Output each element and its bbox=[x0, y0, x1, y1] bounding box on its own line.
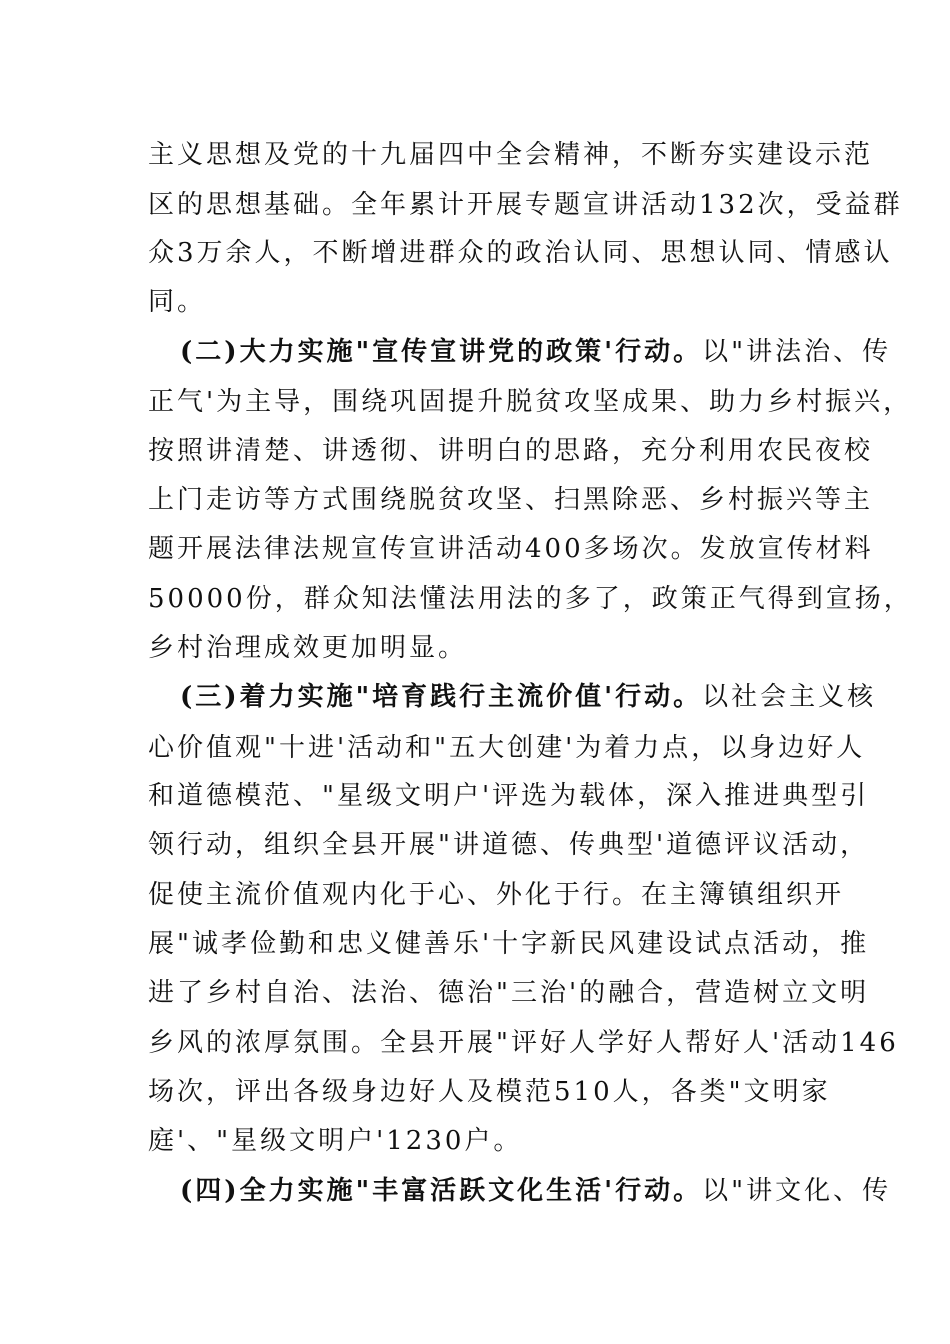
section-2-heading: (二)大力实施"宣传宣讲党的政策'行动。 bbox=[180, 337, 703, 367]
paragraph-4-first-line bbox=[180, 1174, 892, 1208]
paragraph-1-line-2: 区的思想基础。全年累计开展专题宣讲活动132次，受益群 bbox=[148, 190, 903, 220]
paragraph-3-line-8: 乡风的浓厚氛围。全县开展"评好人学好人帮好人'活动146 bbox=[148, 1028, 899, 1058]
paragraph-3-line-5: 促使主流价值观内化于心、外化于行。在主簿镇组织开 bbox=[148, 880, 845, 910]
section-3-heading: (三)着力实施"培育践行主流价值'行动。 bbox=[180, 682, 703, 712]
paragraph-3-first-line bbox=[180, 680, 877, 714]
paragraph-2-line-7: 乡村治理成效更加明显。 bbox=[148, 633, 468, 663]
paragraph-2-line-3: 按照讲清楚、讲透彻、讲明白的思路，充分利用农民夜校 bbox=[148, 436, 874, 466]
section-3-first-line-text: 以社会主义核 bbox=[702, 682, 877, 712]
section-4-first-line-text: 以"讲文化、传 bbox=[702, 1176, 892, 1206]
paragraph-3-line-7: 进了乡村自治、法治、德治"三治'的融合，营造树立文明 bbox=[148, 978, 870, 1008]
paragraph-2-first-line bbox=[180, 335, 892, 369]
paragraph-3-line-9: 场次，评出各级身边好人及模范510人，各类"文明家 bbox=[148, 1077, 831, 1107]
paragraph-2-line-6: 50000份，群众知法懂法用法的多了，政策正气得到宣扬， bbox=[148, 584, 913, 614]
paragraph-3-line-10: 庭'、"星级文明户'1230户。 bbox=[148, 1126, 523, 1156]
paragraph-1-line-4: 同。 bbox=[148, 287, 207, 317]
paragraph-1-line-1: 主义思想及党的十九届四中全会精神，不断夯实建设示范 bbox=[148, 140, 874, 170]
paragraph-2-line-5: 题开展法律法规宣传宣讲活动400多场次。发放宣传材料 bbox=[148, 534, 874, 564]
section-2-first-line-text: 以"讲法治、传 bbox=[702, 337, 892, 367]
paragraph-3-line-4: 领行动，组织全县开展"讲道德、传典型'道德评议活动， bbox=[148, 830, 870, 860]
paragraph-3-line-3: 和道德模范、"星级文明户'评选为载体，深入推进典型引 bbox=[148, 781, 870, 811]
paragraph-1-line-3: 众3万余人，不断增进群众的政治认同、思想认同、情感认 bbox=[148, 238, 893, 268]
section-4-heading: (四)全力实施"丰富活跃文化生活'行动。 bbox=[180, 1176, 703, 1206]
paragraph-3-line-6: 展"诚孝俭勤和忠义健善乐'十字新民风建设试点活动，推 bbox=[148, 929, 870, 959]
paragraph-2-line-4: 上门走访等方式围绕脱贫攻坚、扫黑除恶、乡村振兴等主 bbox=[148, 485, 874, 515]
paragraph-2-line-2: 正气'为主导，围绕巩固提升脱贫攻坚成果、助力乡村振兴， bbox=[148, 387, 913, 417]
paragraph-3-line-2: 心价值观"十进'活动和"五大创建'为着力点，以身边好人 bbox=[148, 733, 866, 763]
